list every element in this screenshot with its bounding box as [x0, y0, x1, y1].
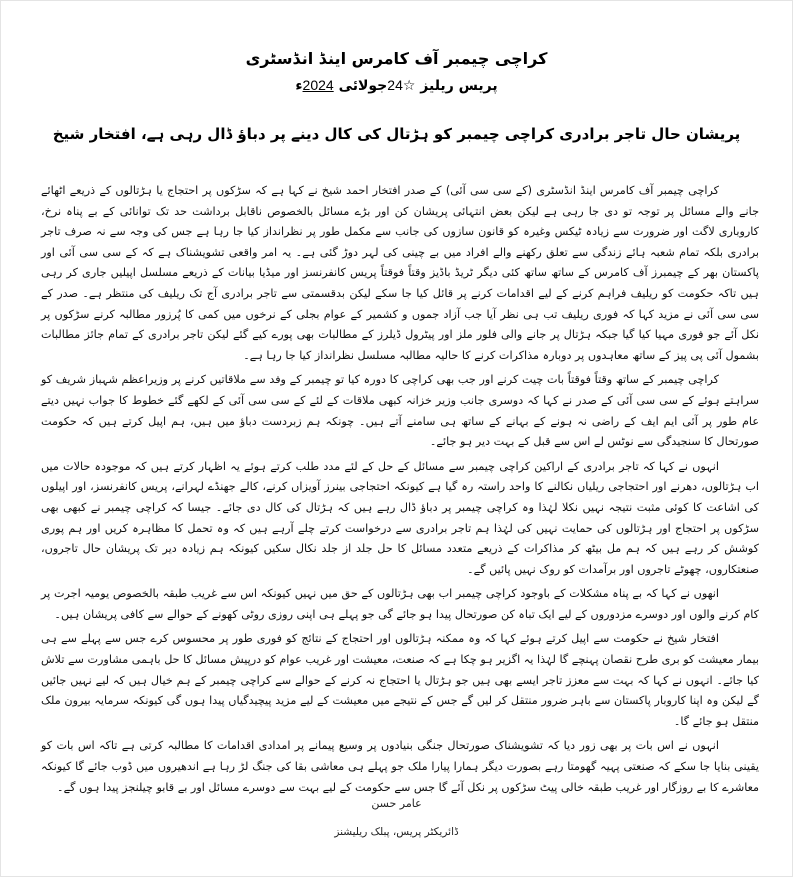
release-day: 24	[387, 77, 403, 93]
paragraph: افتخار شیخ نے حکومت سے اپیل کرتے ہوئے کہا کہ وہ ممکنہ ہڑتالوں اور احتجاج کے نتائج کو فوری طور پر محسوس کرے جس سے پہلے سے ہی بیمار معیشت کو بری طرح نقصان پہنچے گا لہٰذا یہ اگزیر ہو چکا ہے کہ صنعت، معیشت اور غریب عوام کو درپیش مسائل کا حل باہمی مشاورت سے تلاش کیا جائے۔ انہوں نے کہا کہ بہت سے معزز تاجر ایسے بھی ہیں جو ہڑتال یا احتجاج نہ کرنے کے حوالے سے کراچی چیمبر کے ہم خیال ہیں کہ لیے نہیں جائیں گے لیکن وہ اپنا کاروبار پاکستان سے باہر ضرور منتقل کر لیں گے جس کے نتیجے میں معیشت کے لیے مزید پیچیدگیاں پیدا ہوں گی کیونکہ سرمایہ بیرون ملک منتقل ہو جائے گا۔	[41, 632, 759, 728]
paragraph: انھوں نے کہا کہ بے پناہ مشکلات کے باوجود کراچی چیمبر اب بھی ہڑتالوں کے حق میں نہیں کیونکہ اس سے غریب طبقہ بالخصوص یومیہ اجرت پر کام کرنے والوں اور دوسرے مزدوروں کے لیے ایک تباہ کن صورتحال پیدا ہو جائے گی جو پہلے ہی اپنی روزی روٹی کھونے کے حوالے سے کافی پریشان ہیں۔	[41, 587, 759, 621]
organization-title: کراچی چیمبر آف کامرس اینڈ انڈسٹری	[245, 49, 548, 68]
body-text	[41, 181, 759, 802]
paragraph: کراچی چیمبر آف کامرس اینڈ انڈسٹری (کے سی سی آئی) کے صدر افتخار احمد شیخ نے کہا ہے کہ سڑکوں پر احتجاج یا ہڑتالوں کے ذریعے اٹھائے جانے والے مسائل پر توجہ تو دی جا رہی ہے لیکن بعض انتہائی پریشان کن اور بڑے مسائل بالخصوص ناقابل برداشت حد تک توانائی کے بے پناہ نرخ، کاروباری لاگت اور ضرورت سے زیادہ ٹیکس وغیرہ کو قانون سازوں کی جانب سے مکمل طور پر نظرانداز کیا جا رہا ہے جس کی وجہ سے نہ صرف تاجر برادری بلکہ تمام شعبہ ہائے زندگی سے تعلق رکھنے والے افراد میں بے چینی کی لہر دوڑ گئی ہے۔ یہ امر واقعی تشویشناک ہے کہ کے سی سی آئی اور پاکستان بھر کے چیمبرز آف کامرس کے ساتھ ساتھ کئی دیگر ٹریڈ باڈیز وقتاً فوقتاً پریس کانفرنسز اور میڈیا بیانات کے ذریعے مسلسل اپیلیں جاری کر رہی ہیں تاکہ حکومت کو ریلیف فراہم کرنے کے لیے اقدامات کرنے پر قائل کیا جا سکے لیکن بدقسمتی سے تاجر برادری آج تک ریلیف کی منتظر ہے۔ صدر کے سی سی آئی نے مزید کہا کہ فوری ریلیف تب ہی نظر آیا جب آزاد جموں و کشمیر کے عوام بجلی کے نرخوں میں کمی کا پُرزور مطالبہ کرنے سڑکوں پر نکل آئے جو فوری مہیا کیا گیا جبکہ ہڑتال پر جانے والی فلور ملز اور پیٹرول ڈیلرز کے مطالبات بھی پورے کیے گئے لیکن تاجر برادری کے تمام جائز مطالبات بشمول آئی پی پیز کے ساتھ معاہدوں پر دوبارہ مذاکرات کرنے کا حالیہ مطالبہ مسلسل نظرانداز کیا جا رہا ہے۔	[41, 184, 759, 362]
release-label: پریس ریلیز	[420, 78, 498, 94]
paragraph: انہوں نے کہا کہ تاجر برادری کے اراکین کراچی چیمبر سے مسائل کے حل کے لئے مدد طلب کرتے ہوئے یہ اظہار کرتے ہیں کہ موجودہ حالات میں اب ہڑتالوں، دھرنے اور احتجاجی ریلیاں نکالنے کا واحد راستہ رہ گیا ہے کیونکہ احتجاجی بینرز آویزاں کرنے، کالے جھنڈے لہرانے، پریس کانفرنسز، اور اپیلوں کی اشاعت کا کوئی مثبت نتیجہ نہیں نکلا لہٰذا وہ کراچی چیمبر پر دباؤ ڈال رہے ہیں کہ ہڑتال کی کال دی جائے۔ جیسا کہ کراچی چیمبر نے کبھی بھی سڑکوں پر احتجاج اور ہڑتالوں کی حمایت نہیں کی لہٰذا ہم تاجر برادری سے درخواست کرتے چلے آرہے ہیں کہ وہ تحمل کا مظاہرہ کریں اور ہم پوری کوشش کر رہے ہیں کہ ہم مل بیٹھ کر مذاکرات کے ذریعے متعدد مسائل کا حل جلد از جلد نکال سکیں کیونکہ ہم زیادہ دیر تک پریشان حال تاجروں، صنعتکاروں، چھوٹے تاجروں اور برآمدات کو روک نہیں پائیں گے۔	[41, 459, 759, 576]
release-year-suffix: ء	[295, 78, 303, 94]
star-icon: ☆	[402, 78, 416, 94]
release-date-line	[1, 77, 792, 94]
signatory-name: عامر حسن	[371, 797, 422, 810]
release-year: 2024	[302, 77, 334, 93]
release-month: جولائی	[338, 78, 388, 94]
paragraph: کراچی چیمبر کے ساتھ وقتاً فوقتاً بات چیت کرنے اور جب بھی کراچی کا دورہ کیا تو چیمبر کے وفد سے ملاقاتیں کرنے پر وزیراعظم شہباز شریف کو سراہتے ہوئے کے سی سی آئی کے صدر نے کہا کہ دوسری جانب وزیر خزانہ کبھی ملاقات کے لئے کے سی سی آئی کے لکھے گئے خطوط کا جواب نہیں دیتے عام طور پر آئی ایم ایف کے راضی نہ ہونے کے بہانے کے ساتھ ہی سامنے آتے ہیں۔ چونکہ ہم زبردست دباؤ میں ہیں، ہم اپیل کرتے ہیں کہ حکومت صورتحال کا سنجیدگی سے نوٹس لے اس سے قبل کے بہت دیر ہو جائے۔	[41, 373, 759, 449]
headline: پریشان حال تاجر برادری کراچی چیمبر کو ہڑتال کی کال دینے پر دباؤ ڈال رہی ہے، افتخار شیخ	[52, 125, 741, 143]
paragraph: انہوں نے اس بات پر بھی زور دیا کہ تشویشناک صورتحال جنگی بنیادوں پر وسیع پیمانے پر امدادی اقدامات کا مطالبہ کرتی ہے تاکہ اس بات کو یقینی بنایا جا سکے کہ صنعتی پہیہ گھومتا رہے بصورت دیگر ہمارا پیارا ملک جو پہلے ہی معاشی بقا کی جنگ لڑ رہا ہے اندھیروں میں ڈوب جائے گا کیونکہ معاشرے کا بے روزگار اور غریب طبقہ خالی پیٹ سڑکوں پر نکل آئے گا جس سے حکومت کے لیے بہت سے دوسرے مسائل اور بے قابو چیلنجز پیدا ہوں گے۔	[41, 739, 759, 794]
signatory-title: ڈائریکٹر پریس، پبلک ریلیشنز	[334, 826, 459, 838]
